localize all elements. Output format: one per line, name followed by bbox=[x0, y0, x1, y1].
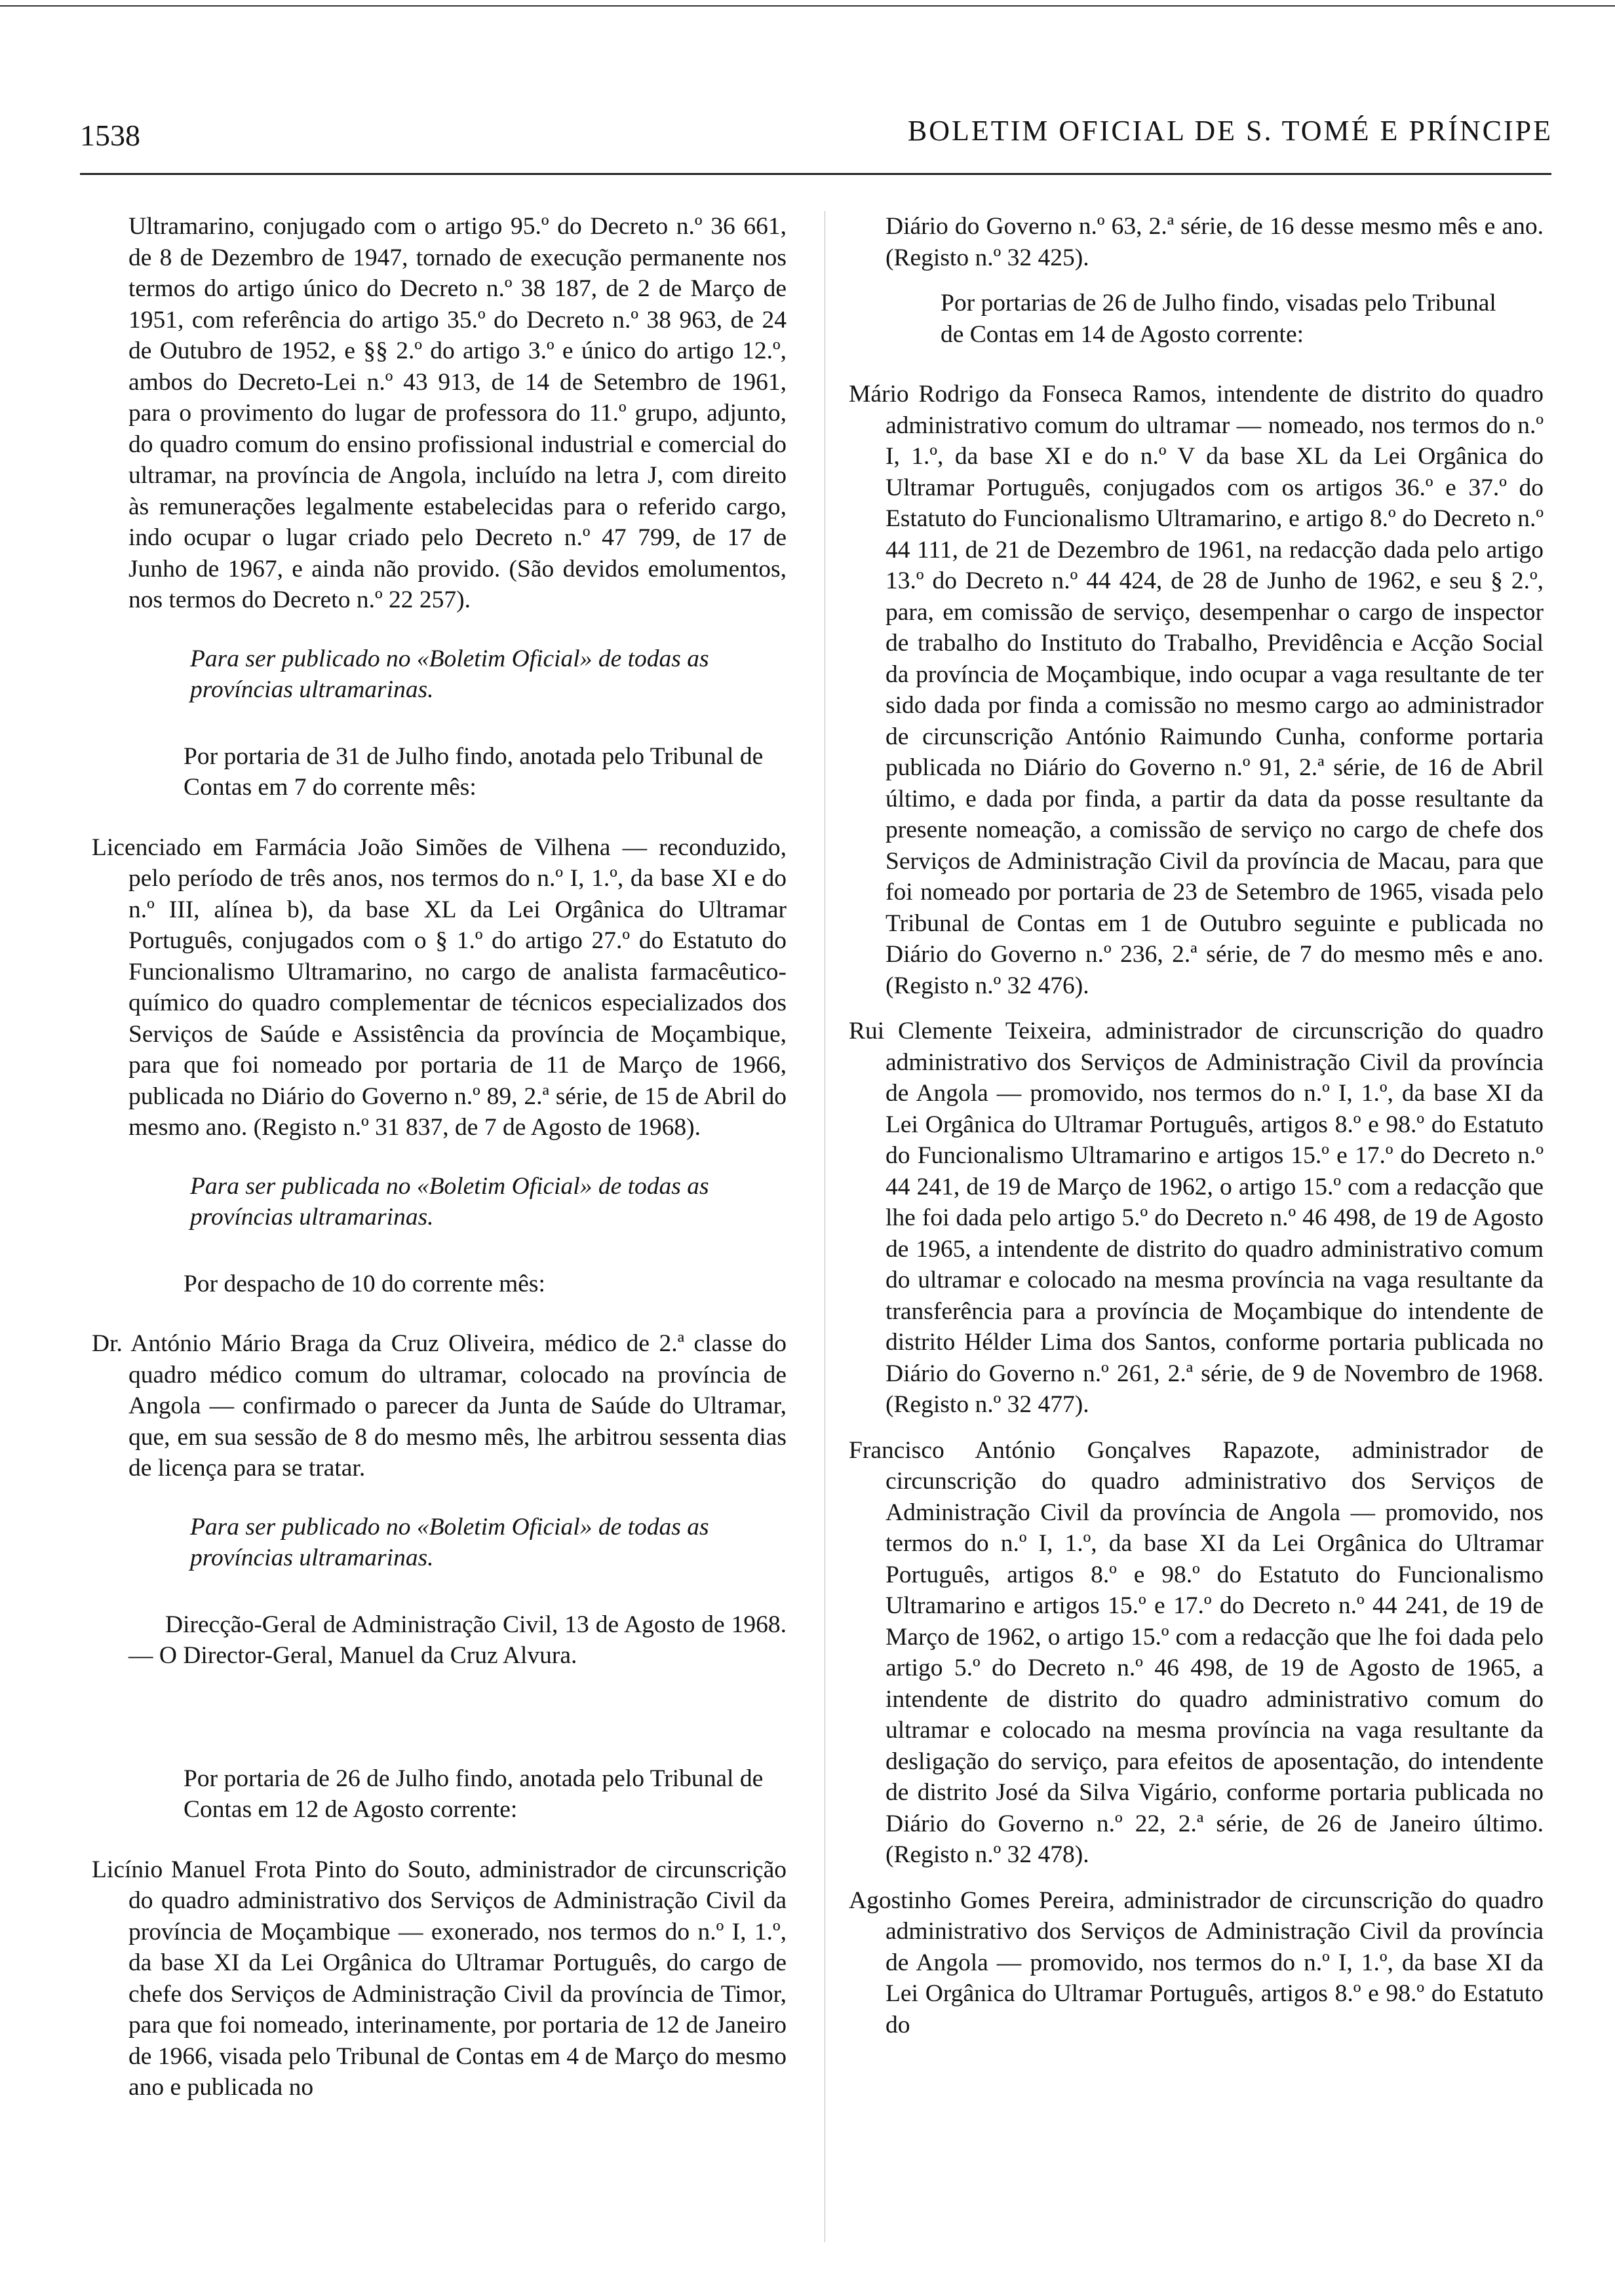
top-border bbox=[0, 5, 1615, 7]
entry-paragraph: Francisco António Gonçalves Rapazote, administrador de circunscrição do quadro administrativo dos Serviços de Administração Civil da província de Angola — promovido, nos termos do n.º I, 1.º, da base XI da Lei Orgânica do Ultramar Português, artigos 8.º e 98.º do Estatuto do Funcionalismo Ultramarino e artigos 15.º e 17.º do Decreto n.º 44 241, de 19 de Março de 1962, o artigo 15.º com a redacção que lhe foi dada pelo artigo 5.º do Decreto n.º 46 498, de 19 de Agosto de 1965, a intendente de distrito do quadro administrativo comum do ultramar e colocado na mesma província na vaga resultante da desligação do serviço, para efeitos de aposentação, do intendente de distrito José da Silva Vigário, conforme portaria publicada no Diário do Governo n.º 22, 2.ª série, de 26 de Janeiro último. (Registo n.º 32 478). bbox=[849, 1436, 1544, 1868]
publication-note: Para ser publicado no «Boletim Oficial» de todas as províncias ultramarinas. bbox=[190, 645, 709, 703]
publication-note: Para ser publicada no «Boletim Oficial» de todas as províncias ultramarinas. bbox=[190, 1172, 709, 1231]
entry-paragraph: Licínio Manuel Frota Pinto do Souto, administrador de circunscrição do quadro administrativo dos Serviços de Administração Civil da província de Moçambique — exonerado, nos termos do n.º I, 1.º, da base XI da Lei Orgânica do Ultramar Português, do cargo de chefe dos Serviços de Administração Civil da província de Timor, para que foi nomeado, interinamente, por portaria de 12 de Janeiro de 1966, visada pelo Tribunal de Contas em 4 de Março do mesmo ano e publicada no bbox=[92, 1856, 787, 2101]
entry-paragraph: Agostinho Gomes Pereira, administrador de circunscrição do quadro administrativo dos Serviços de Administração Civil da província de Angola — promovido, nos termos do n.º I, 1.º, da base XI da Lei Orgânica do Ultramar Português, artigos 8.º e 98.º do Estatuto do bbox=[849, 1886, 1544, 2038]
header-rule bbox=[80, 173, 1551, 175]
entry-paragraph: Licenciado em Farmácia João Simões de Vilhena — reconduzido, pelo período de três anos, nos termos do n.º I, 1.º, da base XI e do n.º III, alínea b), da base XL da Lei Orgânica do Ultramar Português, conjugados com o § 1.º do artigo 27.º do Estatuto do Funcionalismo Ultramarino, no cargo de analista farmacêutico-químico do quadro complementar de técnicos especializados dos Serviços de Saúde e Assistência da província de Moçambique, para que foi nomeado por portaria de 11 de Março de 1966, publicada no Diário do Governo n.º 89, 2.ª série, de 15 de Abril do mesmo ano. (Registo n.º 31 837, de 7 de Agosto de 1968). bbox=[92, 833, 787, 1141]
entry-paragraph: Mário Rodrigo da Fonseca Ramos, intendente de distrito do quadro administrativo comum do ultramar — nomeado, nos termos do n.º I, 1.º, da base XI e do n.º V da base XL da Lei Orgânica do Ultramar Português, conjugados com os artigos 36.º e 37.º do Estatuto do Funcionalismo Ultramarino, e artigo 8.º do Decreto n.º 44 111, de 21 de Dezembro de 1961, na redacção dada pelo artigo 13.º do Decreto n.º 44 424, de 28 de Junho de 1962, e seu § 2.º, para, em comissão de serviço, desempenhar o cargo de inspector de trabalho do Instituto do Trabalho, Previdência e Acção Social da província de Moçambique, indo ocupar a vaga resultante de ter sido dada por finda a comissão no mesmo cargo ao administrador de circunscrição António Raimundo Cunha, conforme portaria publicada no Diário do Governo n.º 91, 2.ª série, de 16 de Abril último, e dada por finda, a partir da data da posse resultante da presente nomeação, a comissão de serviço no cargo de chefe dos Serviços de Administração Civil da província de Macau, para que foi nomeado por portaria de 23 de Setembro de 1965, visada pelo Tribunal de Contas em 1 de Outubro seguinte e publicada no Diário do Governo n.º 236, 2.ª série, de 7 do mesmo mês e ano. (Registo n.º 32 476). bbox=[849, 381, 1544, 999]
paragraph-continuation: Diário do Governo n.º 63, 2.ª série, de 16 desse mesmo mês e ano. (Registo n.º 32 425). bbox=[885, 213, 1544, 271]
portaria-intro: Por portaria de 31 de Julho findo, anotada pelo Tribunal de Contas em 7 do corrente mês: bbox=[184, 742, 764, 801]
right-column bbox=[849, 211, 1544, 2055]
despacho-intro: Por despacho de 10 do corrente mês: bbox=[184, 1270, 545, 1297]
portaria-intro: Por portaria de 26 de Julho findo, anotada pelo Tribunal de Contas em 12 de Agosto corrente: bbox=[184, 1765, 764, 1823]
signature-line: Direcção-Geral de Administração Civil, 13 de Agosto de 1968. — O Director-Geral, Manuel da Cruz Alvura. bbox=[128, 1611, 787, 1669]
entry-paragraph: Dr. António Mário Braga da Cruz Oliveira, médico de 2.ª classe do quadro médico comum do ultramar, colocado na província de Angola — confirmado o parecer da Junta de Saúde do Ultramar, que, em sua sessão de 8 do mesmo mês, lhe arbitrou sessenta dias de licença para se tratar. bbox=[92, 1330, 787, 1482]
running-head: BOLETIM OFICIAL DE S. TOMÉ E PRÍNCIPE bbox=[907, 115, 1553, 147]
publication-note: Para ser publicado no «Boletim Oficial» de todas as províncias ultramarinas. bbox=[190, 1513, 709, 1571]
paragraph-continuation: Ultramarino, conjugado com o artigo 95.º do Decreto n.º 36 661, de 8 de Dezembro de 1947, tornado de execução permanente nos termos do artigo único do Decreto n.º 38 187, de 2 de Março de 1951, com referência do artigo 35.º do Decreto n.º 38 963, de 24 de Outubro de 1952, e §§ 2.º do artigo 3.º e único do artigo 12.º, ambos do Decreto-Lei n.º 43 913, de 14 de Setembro de 1961, para o provimento do lugar de professora do 11.º grupo, adjunto, do quadro comum do ensino profissional industrial e comercial do ultramar, na província de Angola, incluído na letra J, com direito às remunerações legalmente estabelecidas para o referido cargo, indo ocupar o lugar criado pelo Decreto n.º 47 799, de 17 de Junho de 1967, e ainda não provido. (São devidos emolumentos, nos termos do Decreto n.º 22 257). bbox=[128, 213, 787, 613]
portaria-intro: Por portarias de 26 de Julho findo, visadas pelo Tribunal de Contas em 14 de Agosto corrente: bbox=[941, 290, 1496, 348]
page-number: 1538 bbox=[80, 119, 140, 152]
left-column bbox=[92, 211, 787, 2118]
entry-paragraph: Rui Clemente Teixeira, administrador de circunscrição do quadro administrativo dos Serviços de Administração Civil da província de Angola — promovido, nos termos do n.º I, 1.º, da base XI da Lei Orgânica do Ultramar Português, artigos 8.º e 98.º do Estatuto do Funcionalismo Ultramarino e artigos 15.º e 17.º do Decreto n.º 44 241, de 19 de Março de 1962, o artigo 15.º com a redacção que lhe foi dada pelo artigo 5.º do Decreto n.º 46 498, de 19 de Agosto de 1965, a intendente de distrito do quadro administrativo comum do ultramar e colocado na mesma província na vaga resultante da transferência para a província de Moçambique do intendente de distrito Hélder Lima dos Santos, conforme portaria publicada no Diário do Governo n.º 261, 2.ª série, de 9 de Novembro de 1968. (Registo n.º 32 477). bbox=[849, 1018, 1544, 1418]
